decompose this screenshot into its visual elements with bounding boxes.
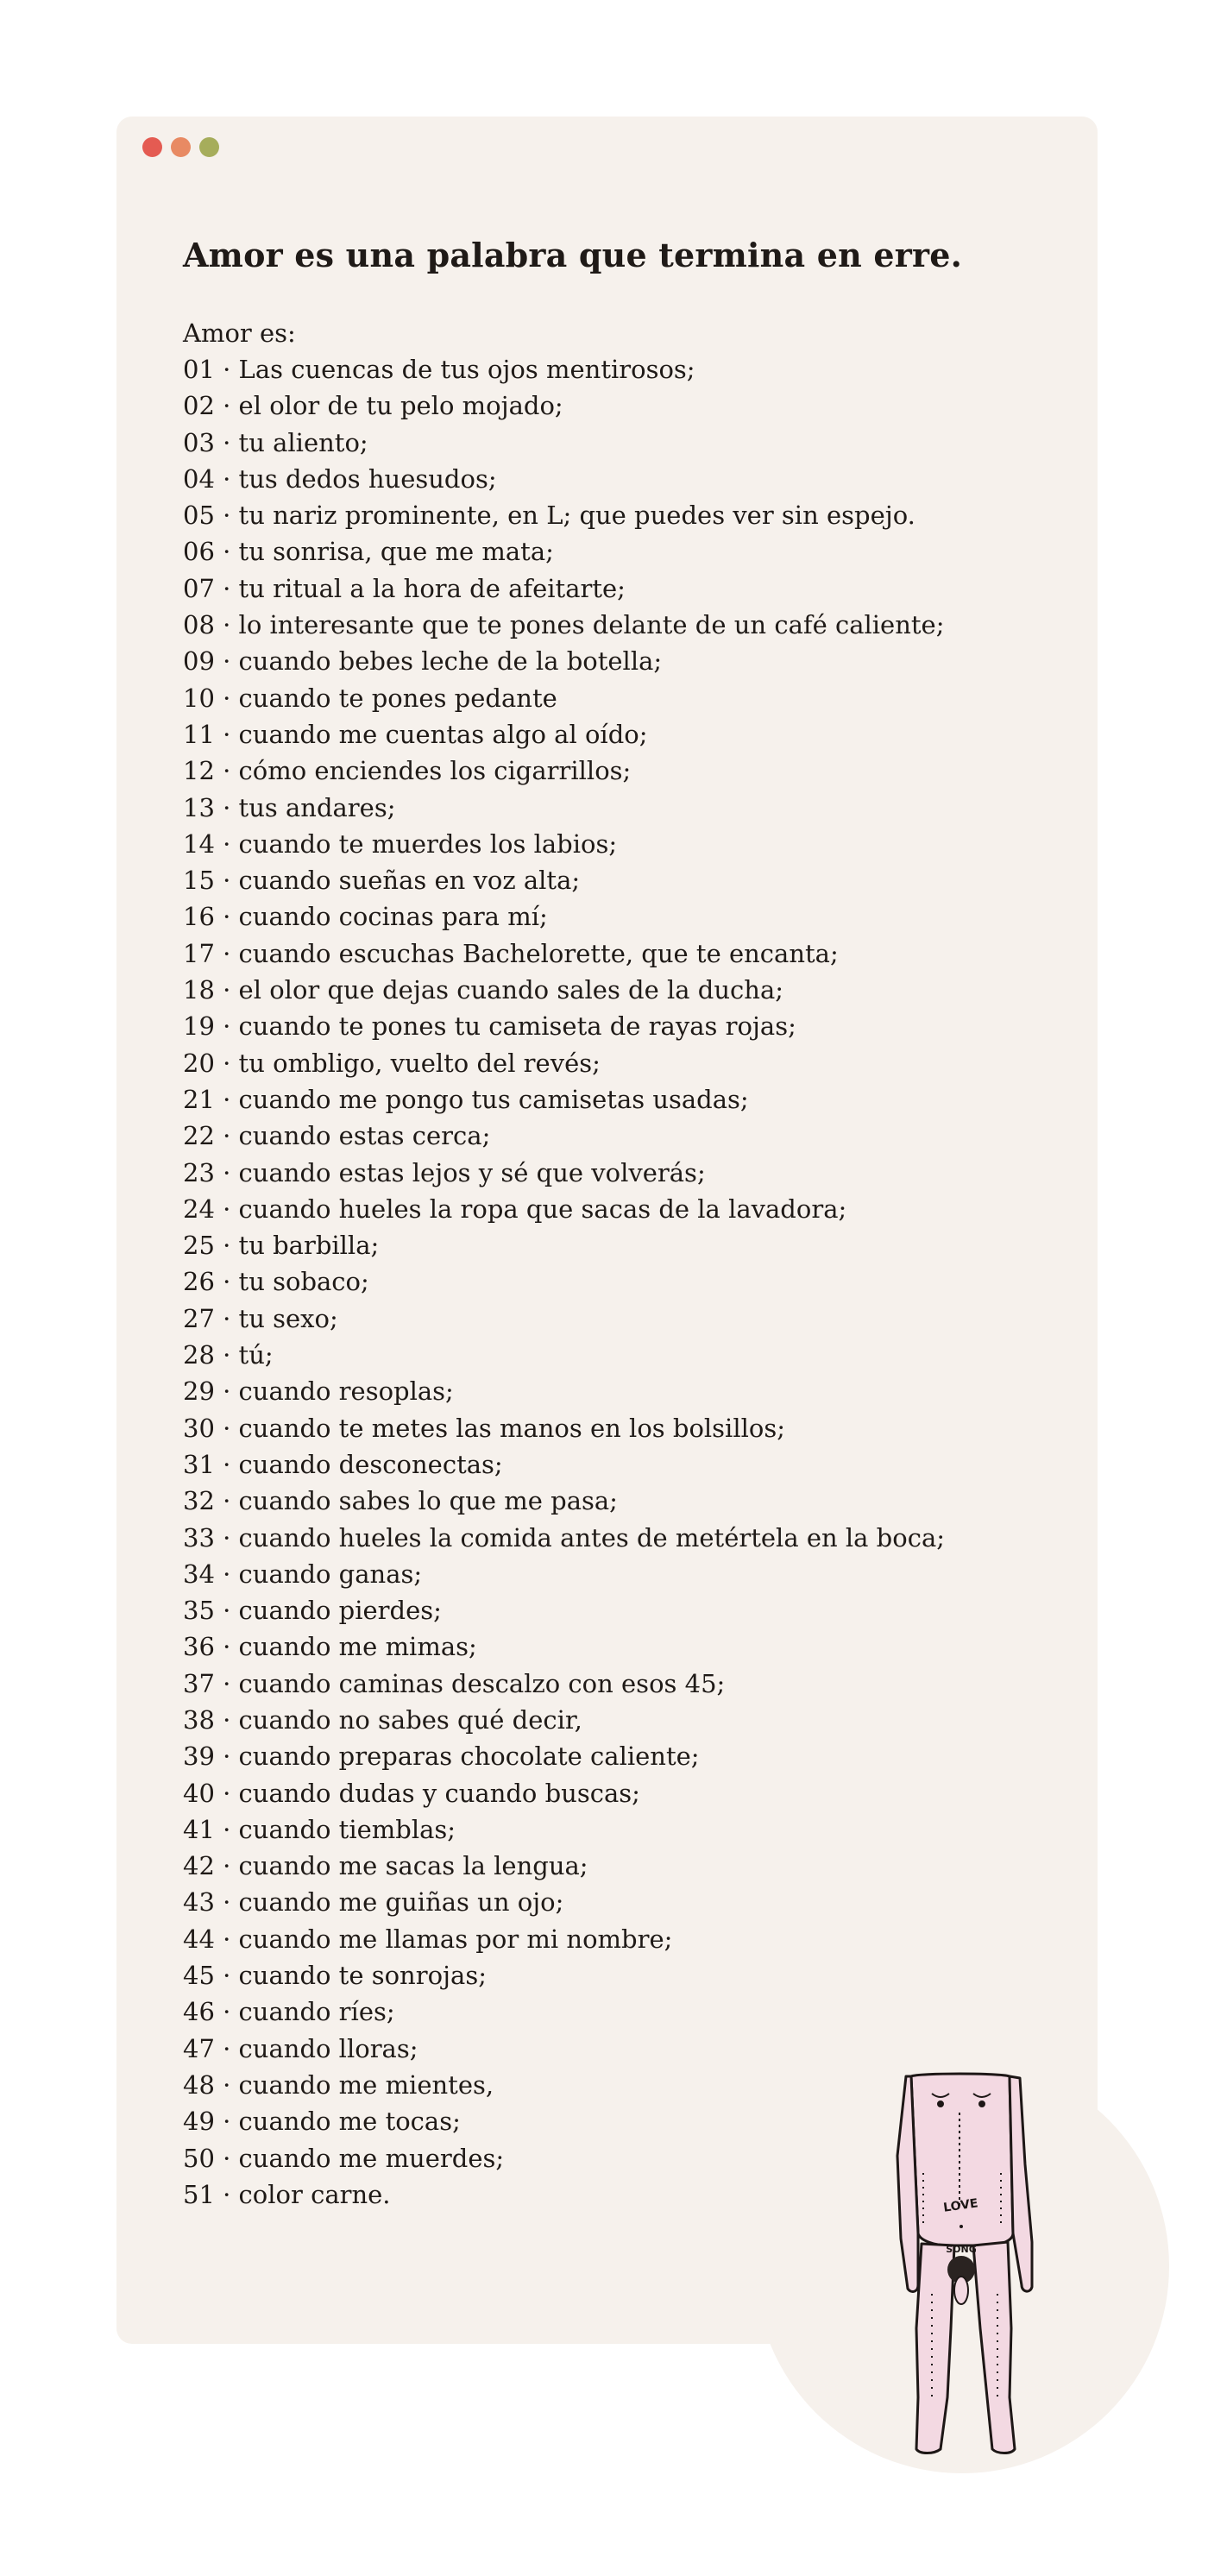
poem-line: 49 · cuando me tocas;	[183, 2107, 461, 2137]
poem-line: 04 · tus dedos huesudos;	[183, 463, 497, 494]
poem-line: 24 · cuando hueles la ropa que sacas de la lavadora;	[183, 1194, 847, 1224]
poem-line: 42 · cuando me sacas la lengua;	[183, 1851, 588, 1881]
poem-line: 47 · cuando lloras;	[183, 2033, 418, 2063]
poem-line: 03 · tu aliento;	[183, 427, 368, 457]
poem-line: 40 · cuando dudas y cuando buscas;	[183, 1778, 640, 1808]
poem-line: 46 · cuando ríes;	[183, 1997, 395, 2027]
poem-line: 28 · tú;	[183, 1340, 274, 1370]
poem-line: 29 · cuando resoplas;	[183, 1376, 454, 1407]
poem-line: 51 · color carne.	[183, 2179, 391, 2209]
poem-line: 10 · cuando te pones pedante	[183, 683, 557, 713]
poem-line: 44 · cuando me llamas por mi nombre;	[183, 1924, 673, 1954]
poem-line: 31 · cuando desconectas;	[183, 1449, 503, 1479]
poem-line: 23 · cuando estas lejos y sé que volverás;	[183, 1157, 706, 1187]
poem-line: 41 · cuando tiemblas;	[183, 1814, 456, 1844]
poem-line: 27 · tu sexo;	[183, 1303, 338, 1333]
poem-line: 38 · cuando no sabes qué decir,	[183, 1704, 582, 1735]
poem-line: 30 · cuando te metes las manos en los bolsillos;	[183, 1413, 785, 1443]
poem-intro: Amor es:	[183, 318, 296, 348]
poem-line: 11 · cuando me cuentas algo al oído;	[183, 719, 648, 749]
poem-line: 07 · tu ritual a la hora de afeitarte;	[183, 573, 626, 603]
tattoo-love-text: LOVE	[942, 2196, 979, 2215]
poem-line: 12 · cómo enciendes los cigarrillos;	[183, 756, 632, 786]
poem-list	[183, 351, 945, 2213]
poem-line: 34 · cuando ganas;	[183, 1559, 423, 1589]
poem-line: 16 · cuando cocinas para mí;	[183, 902, 548, 932]
minimize-dot[interactable]	[171, 137, 191, 157]
poem-line: 06 · tu sonrisa, que me mata;	[183, 537, 554, 567]
poem-line: 19 · cuando te pones tu camiseta de rayas rojas;	[183, 1011, 796, 1042]
window-card	[116, 117, 1098, 2344]
close-dot[interactable]	[142, 137, 162, 157]
poem-line: 33 · cuando hueles la comida antes de metértela en la boca;	[183, 1522, 945, 1553]
poem-line: 05 · tu nariz prominente, en L; que puedes ver sin espejo.	[183, 501, 915, 531]
poem-line: 14 · cuando te muerdes los labios;	[183, 828, 618, 859]
poem-line: 17 · cuando escuchas Bachelorette, que te encanta;	[183, 938, 839, 968]
poem-line: 36 · cuando me mimas;	[183, 1632, 477, 1662]
poem-line: 02 · el olor de tu pelo mojado;	[183, 391, 563, 421]
poem-line: 50 · cuando me muerdes;	[183, 2143, 505, 2173]
poem-line: 09 · cuando bebes leche de la botella;	[183, 646, 663, 677]
poem-line: 15 · cuando sueñas en voz alta;	[183, 866, 581, 896]
poem-line: 13 · tus andares;	[183, 792, 396, 822]
poem-line: 18 · el olor que dejas cuando sales de la ducha;	[183, 975, 783, 1005]
poem-line: 32 · cuando sabes lo que me pasa;	[183, 1486, 618, 1516]
poem-line: 35 · cuando pierdes;	[183, 1596, 442, 1626]
tattoo-song-text: SONG	[946, 2244, 977, 2255]
poem-line: 45 · cuando te sonrojas;	[183, 1961, 487, 1991]
poem-line: 39 · cuando preparas chocolate caliente;	[183, 1741, 700, 1772]
poem-line: 21 · cuando me pongo tus camisetas usadas;	[183, 1084, 749, 1114]
page-title: Amor es una palabra que termina en erre.	[183, 236, 963, 274]
poem-line: 01 · Las cuencas de tus ojos mentirosos;	[183, 355, 695, 384]
maximize-dot[interactable]	[199, 137, 219, 157]
poem-line: 48 · cuando me mientes,	[183, 2069, 494, 2100]
poem-line: 43 · cuando me guiñas un ojo;	[183, 1887, 564, 1918]
poem-line: 08 · lo interesante que te pones delante de un café caliente;	[183, 610, 945, 640]
window-controls	[142, 137, 219, 157]
poem-line: 22 · cuando estas cerca;	[183, 1121, 491, 1151]
poem-line: 25 · tu barbilla;	[183, 1231, 380, 1261]
poem-line: 26 · tu sobaco;	[183, 1267, 369, 1297]
poem-line: 20 · tu ombligo, vuelto del revés;	[183, 1048, 601, 1078]
figure-illustration-icon	[871, 2069, 1061, 2458]
poem-line: 37 · cuando caminas descalzo con esos 45;	[183, 1668, 726, 1698]
